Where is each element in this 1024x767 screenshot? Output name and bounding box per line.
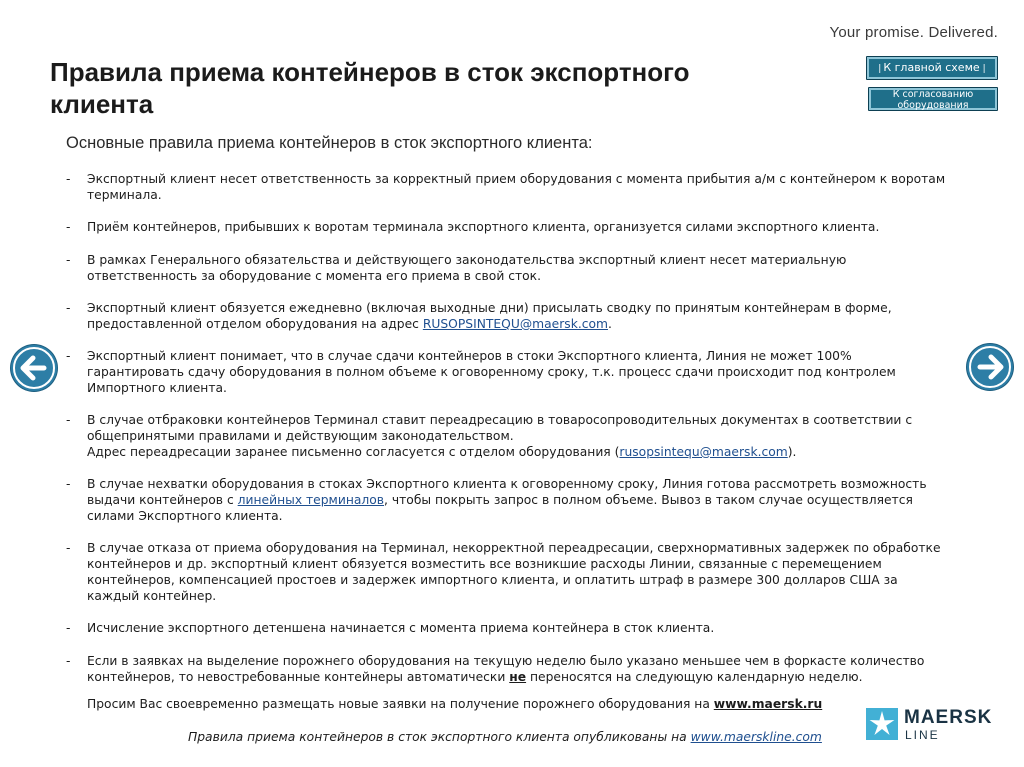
rule-1-line-1: Экспортный клиент несет ответственность за корректный прием оборудования с момента прибытия а/м с контейнером к воротам [87, 172, 946, 186]
rule-1-line-2: терминала. [87, 188, 162, 202]
rule-6-line-3 [87, 444, 976, 460]
rule-5-line-3: Импортного клиента. [87, 381, 227, 395]
previous-slide-button[interactable] [11, 345, 57, 391]
rule-6-line-1: В случае отбраковки контейнеров Терминал ставит переадресацию в товаросопроводительных документах в соответствии с [87, 413, 913, 427]
rule-10-emphasis: не [509, 670, 527, 684]
rule-item [64, 620, 976, 636]
equipment-approval-label-line-2: оборудования [897, 100, 969, 111]
equipment-email-link[interactable]: RUSOPSINTEQU@maersk.com [422, 317, 608, 331]
main-scheme-button[interactable] [866, 56, 998, 80]
rule-10-line-2 [87, 669, 976, 685]
bullet-dash: - [66, 541, 71, 555]
rule-10-line-1: Если в заявках на выделение порожнего оборудования на текущую неделю было указано меньшее чем в форкасте количество [87, 654, 925, 668]
rule-3-line-1: В рамках Генерального обязательства и действующего законодательства экспортный клиент несет материальную [87, 253, 847, 267]
maersk-line-logo [866, 708, 1006, 748]
rule-7-text: выдачи контейнеров с [87, 493, 238, 507]
logo-word-line: LINE [905, 728, 940, 742]
equipment-approval-label-line-1: К согласованию [892, 89, 974, 100]
rule-10-text: контейнеров, то невостребованные контейнеры автоматически [87, 670, 510, 684]
rule-6-end: ). [787, 445, 797, 459]
bullet-dash: - [66, 253, 71, 267]
bullet-dash: - [66, 220, 71, 234]
page-title-line-1: Правила приема контейнеров в сток экспортного [50, 57, 690, 87]
rules-list [64, 171, 976, 685]
left-bracket-icon: | [878, 64, 882, 74]
rule-item [64, 412, 976, 460]
rule-5-line-1: Экспортный клиент понимает, что в случае сдачи контейнеров в стоки Экспортного клиента, Линия не может 100% [87, 349, 852, 363]
footer-note [188, 730, 822, 744]
rule-6-text: Адрес переадресации заранее письменно согласуется с отделом оборудования ( [87, 445, 620, 459]
bullet-dash: - [66, 172, 71, 186]
rule-4-end: . [608, 317, 612, 331]
rule-item [64, 219, 976, 235]
bullet-dash: - [66, 301, 71, 315]
bullet-dash: - [66, 621, 71, 635]
rule-6-line-2: общепринятыми правилами и действующим законодательством. [87, 429, 514, 443]
rule-7-line-1: В случае нехватки оборудования в стоках Экспортного клиента к оговоренному сроку, Линия готова рассмотреть возможность [87, 477, 927, 491]
line-terminals-link[interactable]: линейных терминалов [237, 493, 385, 507]
rule-7-line-3: силами Экспортного клиента. [87, 509, 283, 523]
rule-item [64, 252, 976, 284]
tagline: Your promise. Delivered. [829, 24, 998, 41]
rule-item [64, 300, 976, 332]
next-slide-button[interactable] [967, 344, 1013, 390]
rule-8-line-2: контейнеров и др. экспортный клиент обязуется возместить все возникшие расходы Линии, связанные с перемещением [87, 557, 882, 571]
rule-item [64, 653, 976, 685]
rule-7-end: , чтобы покрыть запрос в полном объеме. Вывоз в таком случае осуществляется [384, 493, 913, 507]
rule-8-line-3: контейнеров, компенсацией простоев и задержек импортного клиента, и оплатить штраф в размере 300 долларов США за [87, 573, 898, 587]
maerskline-link[interactable]: www.maerskline.com [690, 730, 822, 744]
rule-5-line-2: гарантировать сдачу оборудования в полном объеме к оговоренному сроку, т.к. процесс сдачи происходит под контролем [87, 365, 896, 379]
logo-word-maersk: MAERSK [904, 707, 993, 728]
rule-4-text: предоставленной отделом оборудования на адрес [87, 317, 423, 331]
page-title [50, 56, 790, 120]
arrow-left-icon [11, 345, 57, 391]
rule-item [64, 348, 976, 396]
closing-note [87, 697, 822, 711]
rule-item [64, 476, 976, 524]
rule-7-line-2 [87, 492, 976, 508]
rule-10-end: переносятся на следующую календарную неделю. [526, 670, 863, 684]
equipment-approval-button[interactable] [868, 87, 998, 111]
rule-2-line-1: Приём контейнеров, прибывших к воротам терминала экспортного клиента, организуется силами экспортного клиента. [87, 220, 880, 234]
right-bracket-icon: | [982, 64, 986, 74]
maersk-star-icon [866, 708, 898, 740]
redirect-email-link[interactable]: rusopsintequ@maersk.com [619, 445, 788, 459]
rule-item [64, 171, 976, 203]
rule-item [64, 540, 976, 604]
rule-4-line-1: Экспортный клиент обязуется ежедневно (включая выходные дни) присылать сводку по принятым контейнерам в форме, [87, 301, 892, 315]
rule-9-line-1: Исчисление экспортного детеншена начинается с момента приема контейнера в сток клиента. [87, 621, 715, 635]
bullet-dash: - [66, 654, 71, 668]
section-subtitle: Основные правила приема контейнеров в сток экспортного клиента: [66, 134, 593, 152]
maersk-ru-link[interactable]: www.maersk.ru [713, 697, 823, 711]
rule-3-line-2: ответственность за оборудование с момента его приема в свой сток. [87, 269, 542, 283]
main-scheme-label: К главной схеме [883, 61, 980, 74]
footer-text: Правила приема контейнеров в сток экспортного клиента опубликованы на [188, 730, 691, 744]
page-title-line-2: клиента [50, 89, 154, 119]
bullet-dash: - [66, 349, 71, 363]
rule-4-line-2 [87, 316, 976, 332]
bullet-dash: - [66, 413, 71, 427]
rule-8-line-4: каждый контейнер. [87, 589, 217, 603]
arrow-right-icon [967, 344, 1013, 390]
bullet-dash: - [66, 477, 71, 491]
rule-8-line-1: В случае отказа от приема оборудования на Терминал, некорректной переадресации, сверхнормативных задержек по обработке [87, 541, 941, 555]
closing-text: Просим Вас своевременно размещать новые заявки на получение порожнего оборудования на [87, 697, 714, 711]
